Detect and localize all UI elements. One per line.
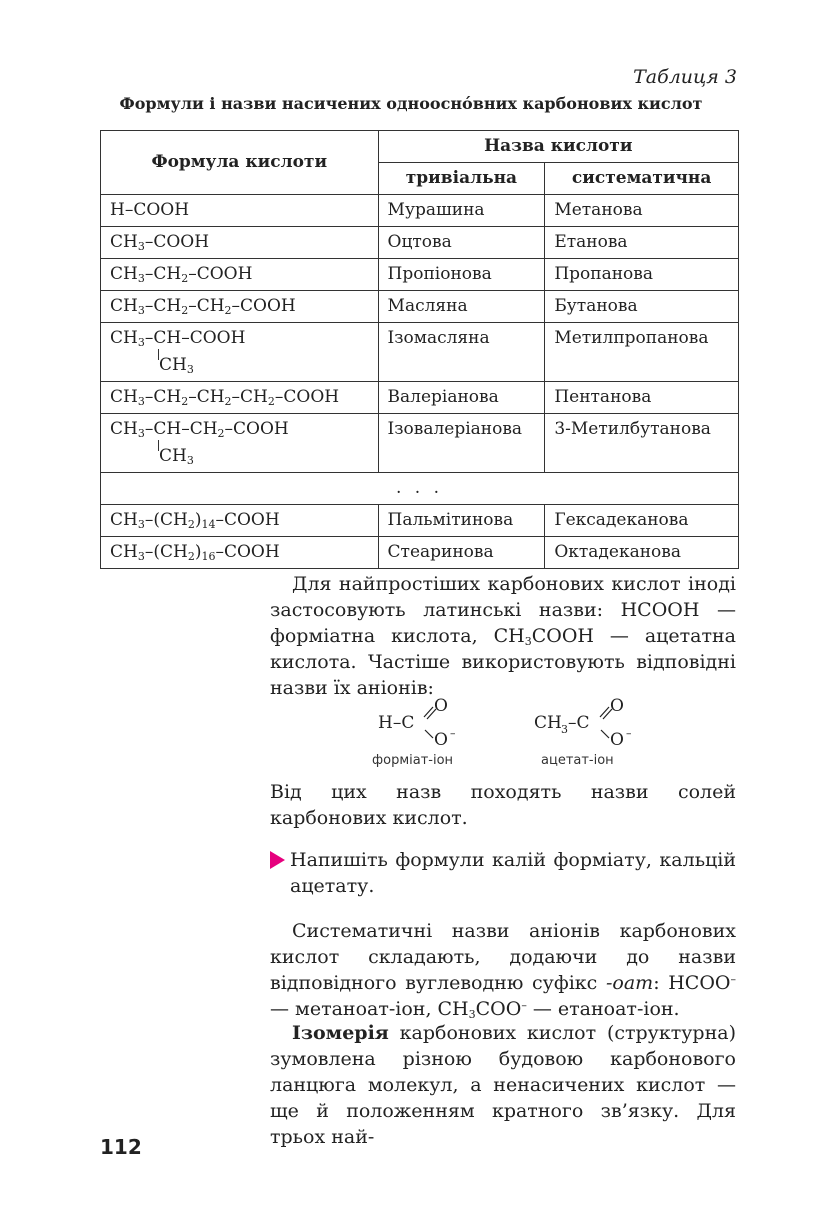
trivial-cell: Валеріанова (378, 382, 545, 414)
trivial-cell: Оцтова (378, 227, 545, 259)
paragraph-systematic-anions: Систематичні назви аніонів карбонових кислот складають, додаючи до назви відповідного вуглеводню суфікс -оат: НСОО– — метаноат-іон, $СН_3СОО^-$ — етаноат-іон. (270, 920, 737, 1021)
formiate-caption: форміат-іон (372, 753, 454, 768)
header-name: Назва кислоти (378, 131, 738, 163)
svg-text:O: O (610, 696, 624, 716)
header-formula: Формула кислоти (101, 131, 379, 195)
svg-text:CH: CH (534, 713, 562, 733)
systematic-cell: Пропанова (545, 259, 739, 291)
svg-text:3: 3 (561, 723, 568, 736)
paragraph-isomerism: Ізомерія карбонових кислот (структурна) зумовлена різною будовою карбонового ланцюга молекул, а ненасичених кислот — ще й положенням кратного зв’язку. Для трьох най- (270, 1022, 736, 1148)
formula-cell: $CH_3$–COOH (101, 227, 379, 259)
table-row (101, 259, 739, 291)
paragraph-latin-names: Для найпростіших карбонових кислот іноді застосовують латинські назви: НСООН — форміатна кислота, $СН_3СООН$ — ацетатна кислота. Частіше використовують відповідні назви їх аніонів: (270, 573, 736, 699)
acids-table (100, 130, 739, 569)
ellipsis-cell: . . . (101, 473, 739, 505)
svg-text:O: O (434, 696, 448, 716)
table-row (101, 505, 739, 537)
task-paragraph: Напишіть формули калій форміату, кальцій ацетату. (290, 849, 736, 897)
systematic-cell: Метанова (545, 195, 739, 227)
table-ellipsis-row (101, 473, 739, 505)
formula-cell: $CH_3-(CH_2)_{16}$–COOH (101, 537, 379, 569)
svg-text:O: O (610, 730, 624, 750)
svg-text:O: O (434, 730, 448, 750)
acetate-caption: ацетат-іон (541, 753, 614, 768)
svg-text:–C: –C (568, 713, 590, 733)
trivial-cell: Стеаринова (378, 537, 545, 569)
svg-text:–: – (626, 727, 632, 740)
table-row (101, 414, 739, 473)
systematic-cell: Октадеканова (545, 537, 739, 569)
acetate-ion-structure (532, 693, 652, 753)
table-row (101, 382, 739, 414)
trivial-cell: Ізовалеріанова (378, 414, 545, 473)
table-row (101, 195, 739, 227)
formula-cell: $CH_3-CH_2-CH_2-CH_2$–COOH (101, 382, 379, 414)
trivial-cell: Масляна (378, 291, 545, 323)
table-row (101, 227, 739, 259)
page-number: 112 (100, 1135, 142, 1159)
svg-text:H–C: H–C (378, 713, 415, 733)
table-row (101, 537, 739, 569)
trivial-cell: Пальмітинова (378, 505, 545, 537)
trivial-cell: Ізомасляна (378, 323, 545, 382)
formula-cell: $CH_3-CH_2-CH_2$–COOH (101, 291, 379, 323)
table-row (101, 323, 739, 382)
trivial-cell: Мурашина (378, 195, 545, 227)
formula-cell: $CH_3-CH$ $-CH_2$–COOH $CH_3$ (101, 414, 379, 473)
table-title: Формули і назви насичених одноосно́вних карбонових кислот (119, 94, 703, 113)
table-label: Таблиця 3 (633, 66, 737, 88)
header-systematic: систематична (545, 163, 739, 195)
table-header-row (101, 131, 739, 163)
trivial-cell: Пропіонова (378, 259, 545, 291)
systematic-cell: 3-Метилбутанова (545, 414, 739, 473)
header-trivial: тривіальна (378, 163, 545, 195)
systematic-cell: Пентанова (545, 382, 739, 414)
systematic-cell: Бутанова (545, 291, 739, 323)
formiate-ion-structure (374, 693, 474, 753)
formula-cell: $CH_3-CH_2$–COOH (101, 259, 379, 291)
systematic-cell: Метилпропанова (545, 323, 739, 382)
table-row (101, 291, 739, 323)
systematic-cell: Етанова (545, 227, 739, 259)
formula-cell: H–COOH (101, 195, 379, 227)
formula-cell: $CH_3-(CH_2)_{14}$–COOH (101, 505, 379, 537)
formula-cell: $CH_3-CH$ –COOH $CH_3$ (101, 323, 379, 382)
systematic-cell: Гексадеканова (545, 505, 739, 537)
svg-text:–: – (450, 727, 456, 740)
paragraph-salts: Від цих назв походять назви солей карбонових кислот. (270, 781, 736, 829)
